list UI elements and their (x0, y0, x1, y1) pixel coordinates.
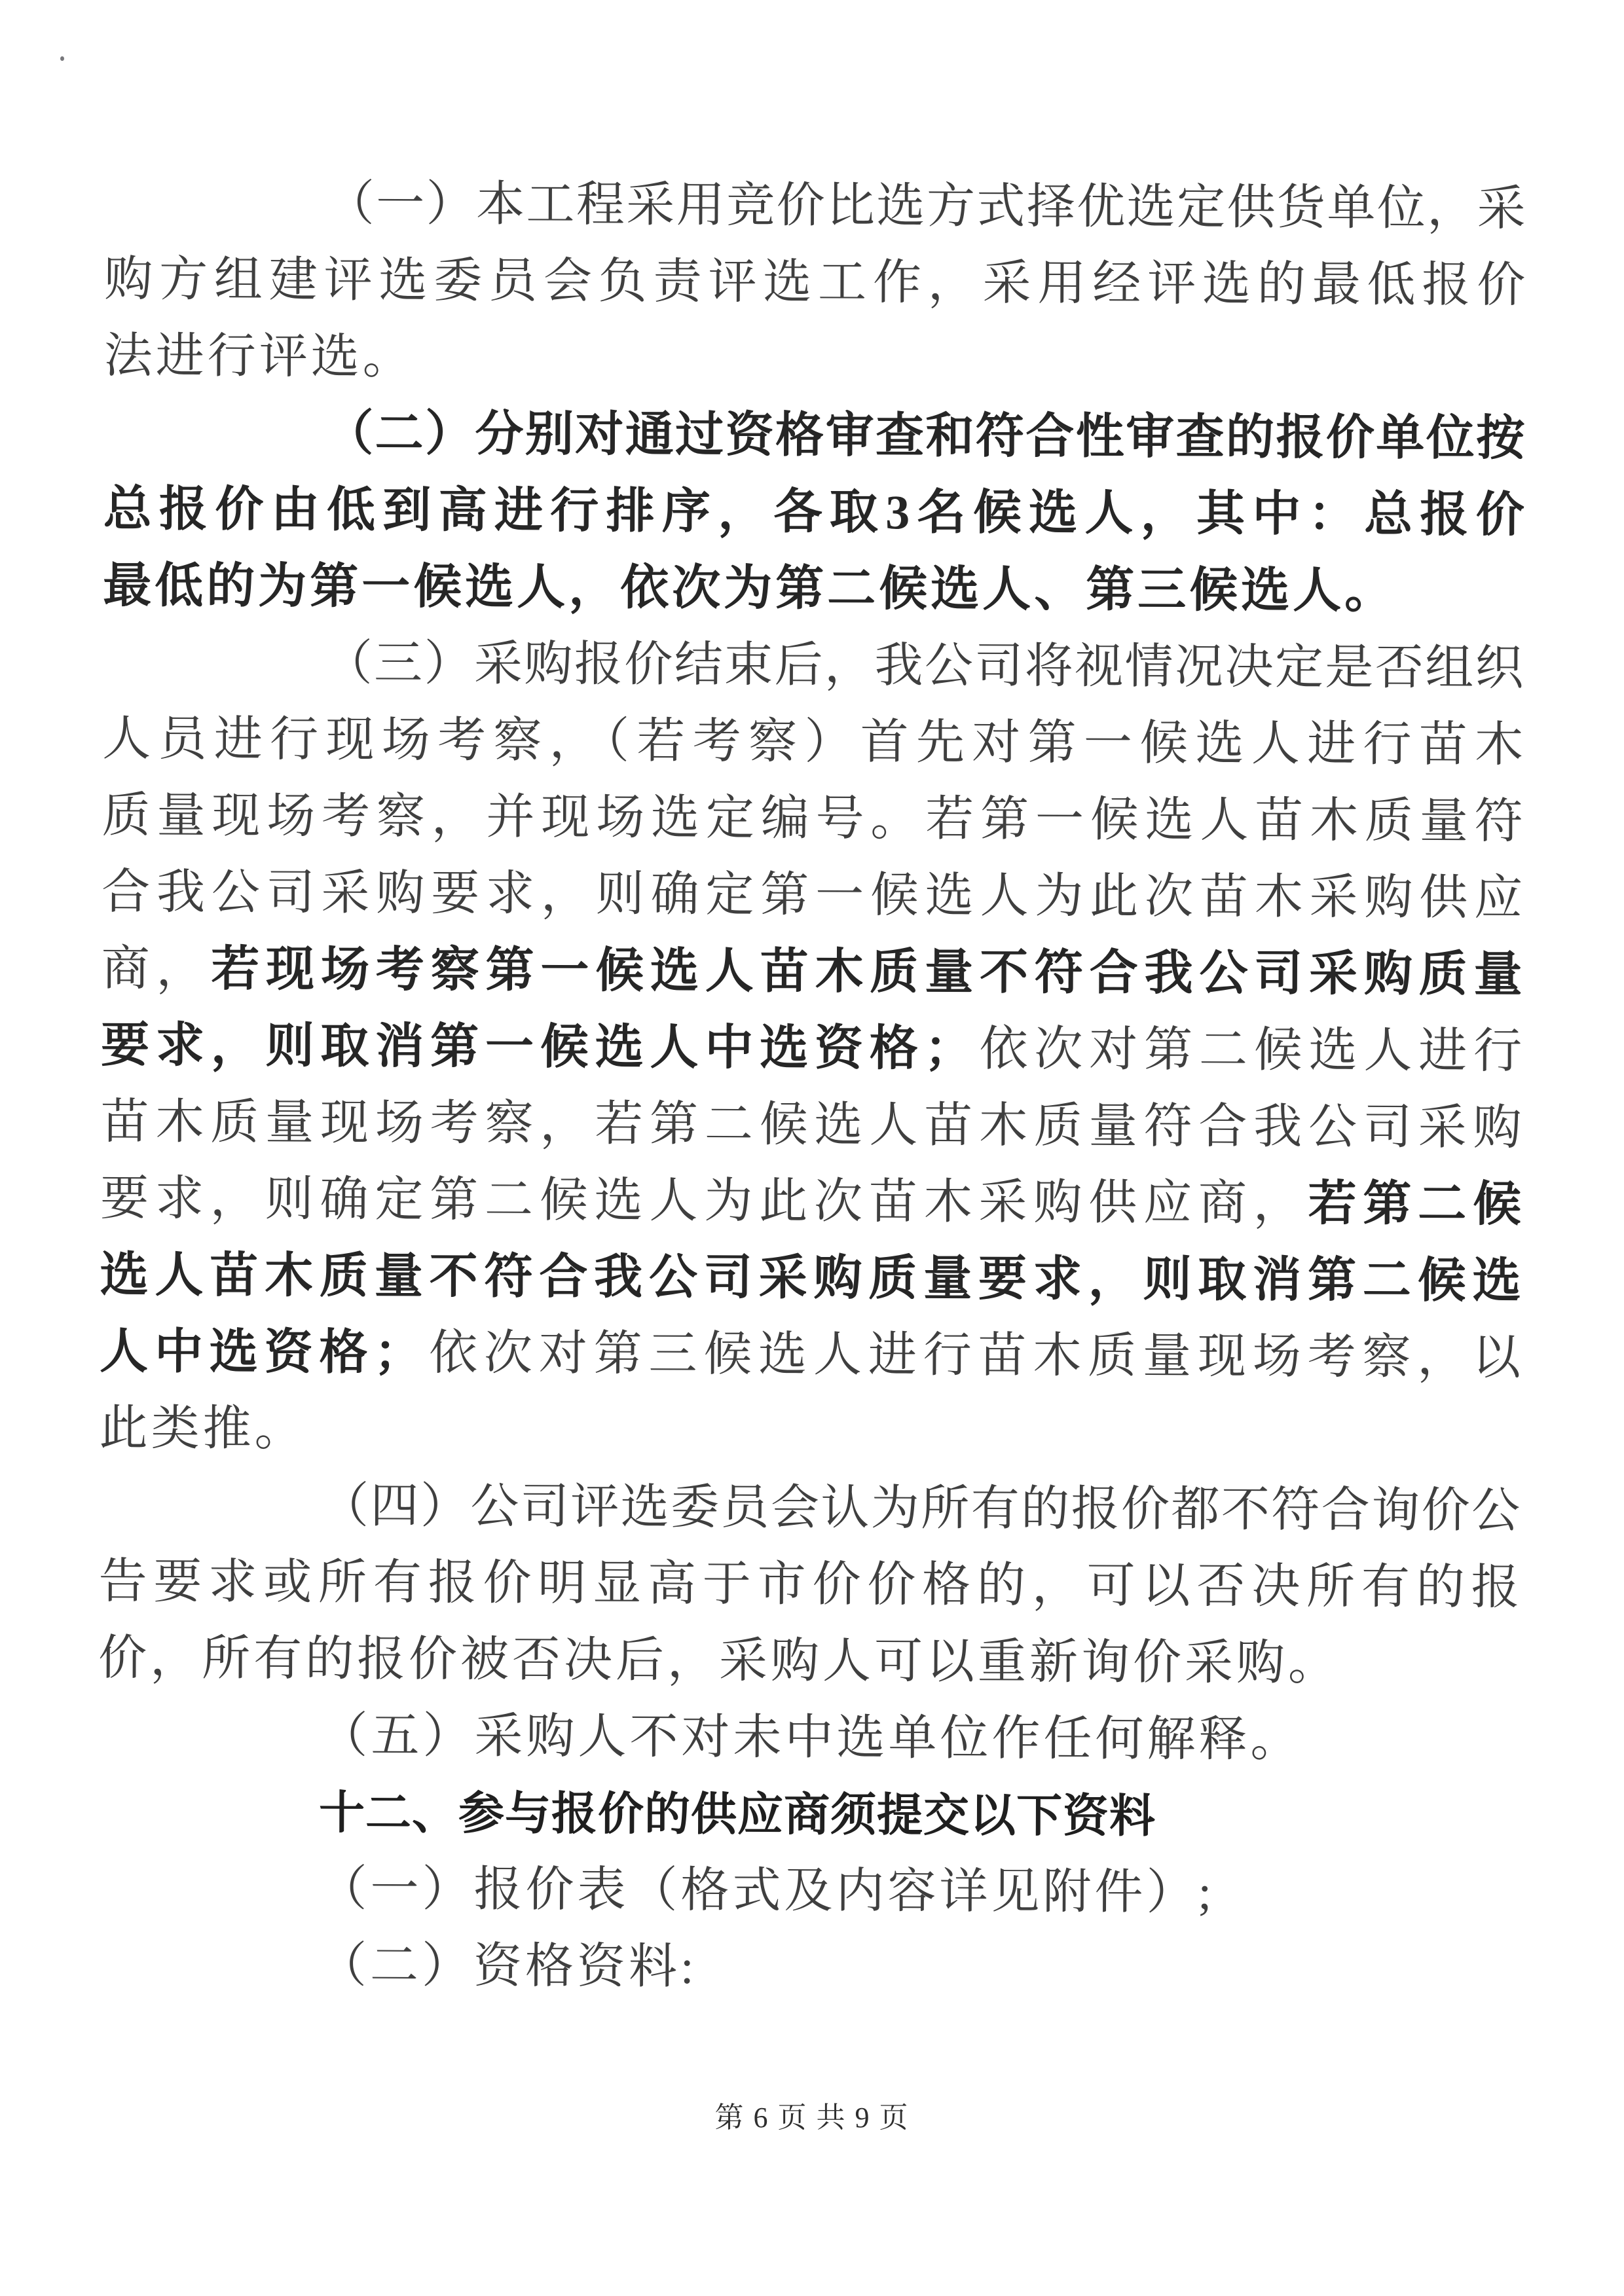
text-run: 依次对第三候选人进行苗木质量现场考察，以 (424, 1326, 1522, 1385)
text-line (102, 625, 1524, 707)
text-run: 人员进行现场考察，（若考察）首先对第一候选人进行苗木 (101, 712, 1525, 773)
text-run: （三）采购报价结束后，我公司将视情况决定是否组织 (323, 636, 1525, 696)
text-line (100, 1237, 1522, 1320)
text-line (100, 1084, 1522, 1167)
text-line (98, 1544, 1521, 1626)
text-run: （二）资格资料: (318, 1939, 697, 1994)
text-line (100, 1161, 1522, 1243)
text-line (103, 471, 1525, 554)
bold-text-run: 选人苗木质量不符合我公司采购质量要求，则取消第二候选 (100, 1248, 1522, 1309)
text-run: 合我公司采购要求，则确定第一候选人为此次苗木采购供应 (101, 865, 1524, 926)
text-line (100, 1314, 1522, 1396)
text-line (99, 1391, 1521, 1473)
bold-text-run: 最低的为第一候选人，依次为第二候选人、第三候选人。 (103, 558, 1397, 619)
text-line (103, 548, 1525, 630)
text-line (101, 778, 1524, 860)
text-line (103, 318, 1526, 401)
text-run: 告要求或所有报价明显高于市价价格的，可以否决所有的报 (98, 1554, 1521, 1615)
text-line (97, 1850, 1519, 1933)
bold-text-run: 总报价由低到高进行排序，各取3名候选人，其中：总报价 (103, 482, 1526, 543)
page-footer: 第 6 页 共 9 页 (714, 2102, 910, 2134)
text-run: 商， (101, 941, 212, 996)
bold-text-run: （二）分别对通过资格审查和符合性审查的报价单位按 (325, 407, 1526, 466)
text-run: 依次对第二候选人进行 (974, 1022, 1524, 1079)
text-run: （四）公司评选委员会认为所有的报价都不符合询价公 (320, 1479, 1522, 1539)
bold-text-run: 人中选资格； (99, 1324, 424, 1381)
section-heading-line (98, 1774, 1520, 1856)
text-line (101, 854, 1524, 937)
text-line (98, 1620, 1521, 1703)
scan-artifact-dot (60, 56, 64, 61)
text-run: 苗木质量现场考察，若第二候选人苗木质量符合我公司采购 (100, 1095, 1523, 1156)
bold-text-run: 若第二候 (1308, 1177, 1523, 1232)
text-line (101, 1008, 1523, 1090)
text-run: 价，所有的报价被否决后，采购人可以重新询价采购。 (98, 1631, 1340, 1691)
text-line (99, 1467, 1521, 1550)
text-line (103, 395, 1526, 477)
bold-text-run: 十二、参与报价的供应商须提交以下资料 (318, 1787, 1156, 1842)
text-run: 法进行评选。 (103, 329, 415, 385)
text-line (101, 931, 1523, 1013)
document-body (97, 165, 1527, 2009)
text-run: 要求，则确定第二候选人为此次苗木采购供应商， (100, 1171, 1308, 1231)
bold-text-run: 若现场考察第一候选人苗木质量不符合我公司采购质量 (211, 942, 1524, 1002)
text-run: 质量现场考察，并现场选定编号。若第一候选人苗木质量符 (101, 788, 1524, 849)
text-line (97, 1927, 1519, 2009)
text-run: （五）采购人不对未中选单位作任何解释。 (319, 1709, 1302, 1768)
text-run: （一）本工程采用竞价比选方式择优选定供货单位，采 (325, 177, 1527, 236)
text-line (104, 242, 1526, 324)
bold-text-run: 要求，则取消第一候选人中选资格； (100, 1018, 974, 1076)
text-run: 购方组建评选委员会负责评选工作，采用经评选的最低报价 (104, 252, 1527, 313)
text-line (104, 165, 1526, 247)
text-line (98, 1697, 1520, 1779)
text-run: 此类推。 (99, 1401, 306, 1457)
text-run: （一）报价表（格式及内容详见附件）; (318, 1862, 1215, 1920)
text-line (102, 701, 1524, 784)
